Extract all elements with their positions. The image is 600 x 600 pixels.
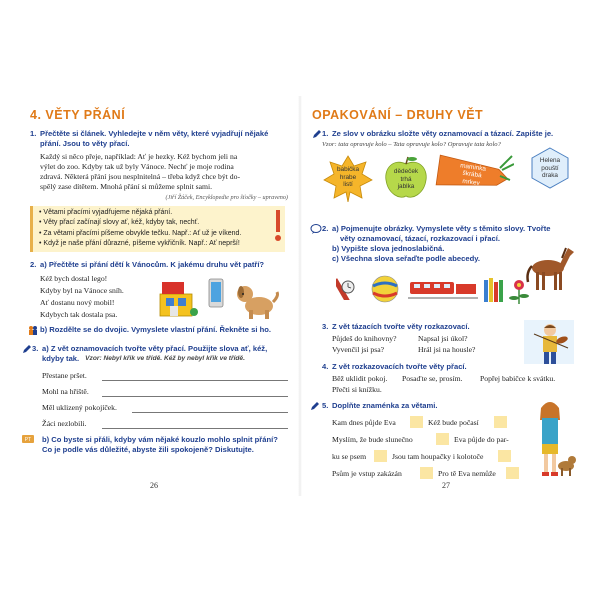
ex5-answer-box[interactable] (420, 467, 433, 479)
ex5-sentence: Jsou tam houpačky i kolotoče (392, 452, 484, 461)
left-page (24, 98, 290, 495)
ex5-sentence: Kéž bude počasí (428, 418, 479, 427)
rule-bullet: • Věty přací začínají slovy ať, kéž, kdyby tak, nechť. (39, 219, 200, 227)
pencil-icon (312, 129, 322, 141)
ex5-number: 5. (322, 401, 329, 410)
wish-line: Kdyby byl na Vánoce sníh. (40, 286, 124, 295)
ex3-instr-line1: a) Z vět oznamovacích tvořte věty přací. Použijte slova ať, kéž, (42, 344, 268, 353)
ex3-sentence: Přestane pršet. (42, 371, 87, 380)
flower-illustration (508, 278, 530, 304)
ex3-answer-line[interactable] (102, 428, 288, 429)
carrot-word: maminka (459, 162, 487, 173)
ex1-number: 1. (30, 129, 37, 138)
hex-word: draka (542, 172, 558, 180)
right-page (310, 98, 578, 495)
crayons-illustration (482, 276, 504, 302)
ex1-instr-line2: přání. Jsou to věty přací. (40, 139, 130, 148)
ex5-instruction: Doplňte znaménka za větami. (332, 401, 438, 410)
rule-bullet: • Když je naše přání důrazné, píšeme vykřičník. Např.: Ať neprší! (39, 239, 240, 247)
ex3-number: 3. (32, 344, 39, 353)
ex3-question: Vyvenčil jsi psa? (332, 345, 385, 354)
apple-word: trhá (400, 175, 412, 183)
ex3-number: 3. (322, 322, 329, 331)
page-fold (298, 96, 302, 496)
ex3b-line1: b) Co byste si přáli, kdyby vám nějaké kouzlo mohlo splnit přání? (42, 435, 278, 444)
leaf-illustration (322, 154, 374, 202)
ex3-instruction: Z vět tázacích tvořte věty rozkazovací. (332, 322, 470, 331)
dog-illustration (233, 280, 281, 320)
ex1-source: (Jiří Žáček, Encyklopedie pro šťočky – upraveno) (165, 194, 288, 201)
ex2b: b) Vypište slova jednoslabičná. (332, 244, 445, 253)
left-title: 4. VĚTY PŘÁNÍ (30, 108, 126, 122)
ex1-instruction: Ze slov v obrázku složte věty oznamovací a tázací. Zapište je. (332, 129, 554, 138)
ex1-article (40, 152, 290, 192)
phone-illustration (208, 278, 224, 308)
girl-with-dog-illustration (528, 398, 576, 478)
ex3-answer-line[interactable] (102, 396, 288, 397)
carrot-word: mrkev (461, 177, 481, 187)
ex1-vzor: Vzor: tata opravuje kolo – Tata opravuje kolo? Opravuje tata kolo? (322, 141, 501, 148)
ex5-answer-box[interactable] (498, 450, 511, 462)
ex3-question: Hrál jsi na housle? (418, 345, 476, 354)
svg-text:PT: PT (24, 437, 32, 443)
ex4-sentence: Popřej babičce k svátku. (480, 374, 556, 383)
ex5-sentence: Psům je vstup zakázán (332, 469, 402, 478)
ex3-sentence: Měl uklizený pokojíček. (42, 403, 117, 412)
rule-bullet: • Za větami přacími píšeme obvykle tečku. Např.: Ať už je víkend. (39, 229, 242, 237)
ex1-line: Každý si něco přeje, například: Ať je hezky. Kéž bychom jeli na (40, 152, 238, 161)
apple-word: dědeček (393, 168, 419, 175)
ex5-sentence: Pro tě Eva nemůže (438, 469, 496, 478)
hex-word: Helena (539, 157, 561, 164)
apple-word: jablka (397, 183, 415, 191)
ex2-wishes (40, 273, 160, 321)
ex4-instruction: Z vět rozkazovacích tvořte věty přací. (332, 362, 467, 371)
ex3-question: Půjdeš do knihovny? (332, 334, 397, 343)
pencil-icon (22, 344, 32, 356)
exclamation-icon (273, 210, 283, 242)
leaf-word: hrabe (339, 173, 357, 181)
ex1-line: výlet do zoo. Kdyby tak už byly Vánoce. Nechť je moje rodina (40, 162, 234, 171)
ex3-instruction (42, 344, 290, 364)
ex5-answer-box[interactable] (374, 450, 387, 462)
speech-icon (310, 224, 322, 236)
ex3-question: Napsal jsi úkol? (418, 334, 468, 343)
ball-illustration (370, 274, 400, 304)
ex1-number: 1. (322, 129, 329, 138)
ex5-sentence: Kam dnes půjde Eva (332, 418, 396, 427)
ex4-sentence: Posaďte se, prosím. (402, 374, 463, 383)
ex5-answer-box[interactable] (506, 467, 519, 479)
ex2-number: 2. (30, 260, 37, 269)
ex2a-line2: věty oznamovací, tázací, rozkazovací i přací. (340, 234, 500, 243)
ex5-answer-box[interactable] (494, 416, 507, 428)
rule-bullet: • Větami přacími vyjadřujeme nějaká přání. (39, 209, 173, 216)
ex3-sentence: Žáci nezlobili. (42, 419, 87, 428)
ex2b-instruction: b) Rozdělte se do dvojic. Vymyslete vlastní přání. Řekněte si ho. (40, 325, 271, 334)
violin-boy-illustration (524, 320, 574, 364)
ex3-instr-line2: kdyby tak. (42, 354, 80, 363)
ex2-instruction: a) Přečtěte si přání dětí k Vánocům. K jakému druhu vět patří? (40, 260, 265, 269)
wish-line: Kdybych tak dostala psa. (40, 310, 118, 319)
lego-illustration (156, 276, 202, 320)
ex2a-line1: a) Pojmenujte obrázky. Vymyslete věty s těmito slovy. Tvořte (332, 224, 551, 233)
apple-illustration (382, 156, 430, 200)
ex1-line: zdravá. Některá přání jsou nesplnitelná – třeba když chce být do- (40, 172, 241, 181)
ex3b-line2: Co je podle vás důležité, abyste žili spokojeně? Diskutujte. (42, 445, 254, 454)
rule-box (30, 206, 285, 252)
ex1-line: spělý zase dítětem. Mnohá přání si můžeme splnit sami. (40, 182, 213, 191)
page-number-left: 26 (150, 481, 158, 490)
pencil-icon (310, 401, 320, 413)
ex3b-instruction (42, 435, 290, 455)
wish-line: Kéž bych dostal lego! (40, 274, 108, 283)
ex5-sentence: ku se psem (332, 452, 367, 461)
ex3-sentence: Mohl na hřiště. (42, 387, 89, 396)
watch-illustration (336, 274, 360, 300)
train-illustration (408, 278, 478, 300)
carrot-illustration (434, 150, 514, 194)
ex5-sentence: Eva půjde do par- (454, 435, 509, 444)
ex1-instr-line1: Přečtěte si článek. Vyhledejte v něm věty, které vyjadřují nějaké (40, 129, 269, 138)
hexagon-illustration (528, 146, 572, 190)
ex5-answer-box[interactable] (410, 416, 423, 428)
ex4-number: 4. (322, 362, 329, 371)
ex5-sentence: Myslím, že bude slunečno (332, 435, 413, 444)
page-number-right: 27 (442, 481, 450, 490)
leaf-word: babička (336, 166, 360, 173)
pair-work-icon (28, 325, 38, 337)
ex4-sentence: Běž uklidit pokoj. (332, 374, 388, 383)
ex2-number: 2. (322, 224, 329, 233)
horse-illustration (524, 242, 576, 292)
pt-badge-icon (22, 435, 34, 445)
wish-line: Ať dostanu nový mobil! (40, 298, 115, 307)
ex3-vzor: Vzor: Nebyl křik ve třídě. Kéž by nebyl křik ve třídě. (85, 355, 245, 362)
carrot-word: škrábá (462, 170, 483, 180)
right-title: OPAKOVÁNÍ – DRUHY VĚT (312, 108, 484, 122)
ex5-answer-box[interactable] (436, 433, 449, 445)
ex4-sentence: Přečti si knížku. (332, 385, 382, 394)
ex3-answer-line[interactable] (132, 412, 288, 413)
hex-word: pouští (541, 164, 559, 172)
leaf-word: listí (343, 181, 353, 189)
ex3-answer-line[interactable] (102, 380, 288, 381)
ex2c: c) Všechna slova seřaďte podle abecedy. (332, 254, 480, 263)
ex1-instruction (40, 129, 290, 149)
